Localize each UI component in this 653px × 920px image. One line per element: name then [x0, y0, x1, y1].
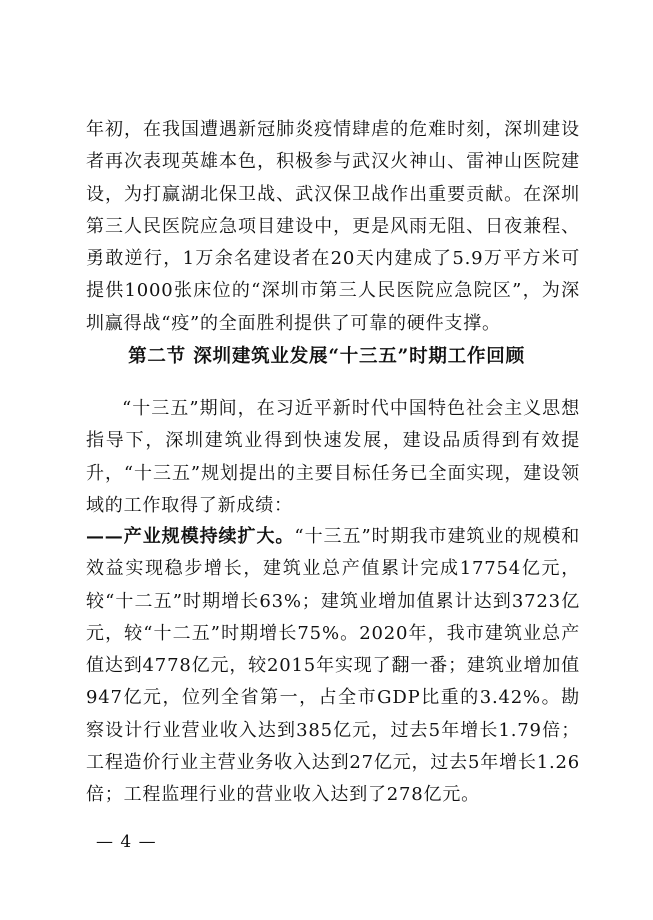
paragraph-13th-five-year-overview: “十三五”期间，在习近平新时代中国特色社会主义思想指导下，深圳建筑业得到快速发展，建设品质得到有效提升，“十三五”规划提出的主要目标任务已全面实现，建设领域的工作取得了新成绩：: [86, 398, 580, 516]
page-number: — 4 —: [96, 832, 157, 852]
paragraph-emergency-hospital: 年初，在我国遭遇新冠肺炎疫情肆虐的危难时刻，深圳建设者再次表现英雄本色，积极参与武汉火神山、雷神山医院建设，为打赢湖北保卫战、武汉保卫战作出重要贡献。在深圳第三人民医院应急项目建设中，更是风雨无阻、日夜兼程、勇敢逆行，1万余名建设者在20天内建成了5.9万平方米可提供1000张床位的“深圳市第三人民医院应急院区”，为深圳赢得战“疫”的全面胜利提供了可靠的硬件支撑。: [86, 119, 580, 334]
paragraph-industry-scale: [86, 521, 580, 812]
paragraph-body-text: “十三五”时期我市建筑业的规模和效益实现稳步增长，建筑业总产值累计完成17754亿元，较“十二五”时期增长63%；建筑业增加值累计达到3723亿元，较“十二五”时期增长75%。2020年，我市建筑业总产值达到4778亿元，较2015年实现了翻一番；建筑业增加值947亿元，位列全省第一，占全市GDP比重的3.42%。勘察设计行业营业收入达到385亿元，过去5年增长1.79倍；工程造价行业主营业务收入达到27亿元，过去5年增长1.26倍；工程监理行业的营业收入达到了278亿元。: [86, 526, 580, 806]
section-title: 第二节 深圳建筑业发展“十三五”时期工作回顾: [128, 346, 525, 367]
paragraph-lead-heading: ——产业规模持续扩大。: [86, 526, 295, 547]
